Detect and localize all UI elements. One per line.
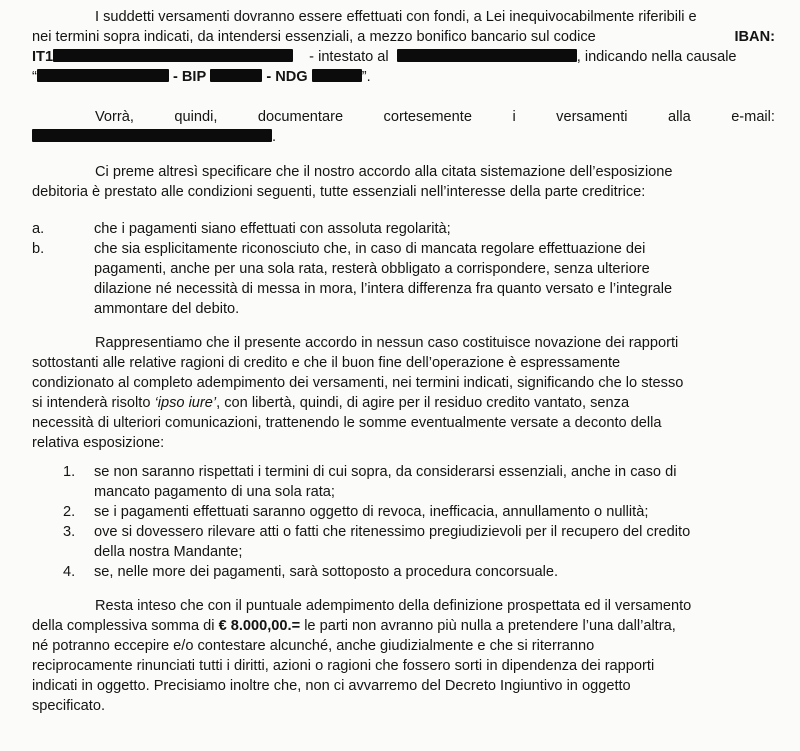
p3-line-2: debitoria è prestato alle condizioni seguenti, tutte essenziali nell’interesse della parte creditrice: bbox=[32, 184, 646, 200]
condition-b-line-1: che sia esplicitamente riconosciuto che, in caso di mancata regolare effettuazione dei bbox=[94, 241, 646, 257]
p1-line-1: I suddetti versamenti dovranno essere effettuati con fondi, a Lei inequivocabilmente riferibili e bbox=[95, 9, 697, 25]
p2-period: . bbox=[272, 129, 277, 145]
ndg-label: - NDG bbox=[266, 69, 308, 85]
iban-prefix: IT1 bbox=[32, 49, 54, 65]
condition-a-label: a. bbox=[32, 221, 45, 237]
p4-line-4-a: si intenderà risolto bbox=[32, 395, 151, 411]
redacted-iban bbox=[53, 49, 293, 62]
p5-line-2 bbox=[32, 616, 676, 636]
p2-word: documentare bbox=[257, 109, 344, 125]
p4-line-3: condizionato al completo adempimento dei versamenti, nei termini indicati, significando che lo stesso bbox=[32, 375, 684, 391]
item-1-line-1: se non saranno rispettati i termini di cui sopra, da considerarsi essenziali, anche in caso di bbox=[94, 464, 677, 480]
item-2-number: 2. bbox=[63, 504, 76, 520]
p2-word: i bbox=[512, 109, 516, 125]
p5-line-1: Resta inteso che con il puntuale adempimento della definizione prospettata ed il versamento bbox=[95, 598, 692, 614]
p1-line-3 bbox=[32, 47, 775, 67]
bip-label: - BIP bbox=[172, 69, 207, 85]
item-3-line-1: ove si dovessero rilevare atti o fatti che ritenessimo pregiudizievoli per il recupero del credito bbox=[94, 524, 691, 540]
p2-line-2 bbox=[32, 127, 276, 147]
condition-b-line-4: ammontare del debito. bbox=[94, 301, 240, 317]
p2-word: e-mail: bbox=[731, 109, 775, 125]
p5-line-2-a: della complessiva somma di bbox=[32, 618, 215, 634]
p5-line-4: reciprocamente rinunciati tutti i diritti, azioni o ragioni che fossero sorti in dipendenza dei rapporti bbox=[32, 658, 655, 674]
condition-b-line-2: pagamenti, anche per una sola rata, resterà obbligato a corrispondere, senza ulteriore bbox=[94, 261, 650, 277]
p4-line-1: Rappresentiamo che il presente accordo in nessun caso costituisce novazione dei rapporti bbox=[95, 335, 679, 351]
p5-line-2-b: le parti non avranno più nulla a pretendere l’una dall’altra, bbox=[304, 618, 676, 634]
p1-line-2 bbox=[32, 27, 775, 47]
item-2-line-1: se i pagamenti effettuati saranno oggetto di revoca, inefficacia, annullamento o nullità; bbox=[94, 504, 649, 520]
p1-line-2-text: nei termini sopra indicati, da intendersi essenziali, a mezzo bonifico bancario sul codice bbox=[32, 29, 596, 45]
item-3-number: 3. bbox=[63, 524, 76, 540]
redacted-causale bbox=[37, 69, 169, 82]
iban-label: IBAN: bbox=[734, 29, 775, 45]
p2-line-1 bbox=[95, 107, 775, 127]
redacted-holder bbox=[397, 49, 577, 62]
p3-line-1: Ci preme altresì specificare che il nostro accordo alla citata sistemazione dell’esposizione bbox=[95, 164, 673, 180]
p4-line-5: necessità di ulteriori comunicazioni, trattenendo le somme eventualmente versate a deconto della bbox=[32, 415, 662, 431]
p2-word: quindi, bbox=[174, 109, 218, 125]
p4-line-4-b: , con libertà, quindi, di agire per il residuo credito vantato, senza bbox=[216, 395, 630, 411]
p2-word: versamenti bbox=[556, 109, 628, 125]
redacted-ndg bbox=[312, 69, 362, 82]
p4-line-2: sottostanti alle relative ragioni di credito e che il buon fine dell’operazione è espressamente bbox=[32, 355, 621, 371]
condition-b-line-3: dilazione né necessità di messa in mora, l’intera differenza fra quanto versato e l’integrale bbox=[94, 281, 673, 297]
p4-line-4 bbox=[32, 393, 629, 413]
close-quote: ”. bbox=[361, 69, 371, 85]
p4-line-6: relativa esposizione: bbox=[32, 435, 165, 451]
item-4-line-1: se, nelle more dei pagamenti, sarà sottoposto a procedura concorsuale. bbox=[94, 564, 559, 580]
condition-b-label: b. bbox=[32, 241, 45, 257]
p2-word: Vorrà, bbox=[95, 109, 134, 125]
p1-line-4 bbox=[32, 67, 371, 87]
ipso-iure: ‘ipso iure’ bbox=[154, 395, 217, 411]
p5-line-3: né potranno eccepire e/o contestare alcunché, anche giudizialmente e che si riterranno bbox=[32, 638, 595, 654]
p5-line-5: indicati in oggetto. Precisiamo inoltre che, non ci avvarremo del Decreto Ingiuntivo in oggetto bbox=[32, 678, 631, 694]
amount: € 8.000,00.= bbox=[218, 618, 301, 634]
redacted-bip bbox=[210, 69, 262, 82]
causale-text: , indicando nella causale bbox=[576, 49, 737, 65]
p2-word: cortesemente bbox=[383, 109, 472, 125]
p2-word: alla bbox=[668, 109, 691, 125]
open-quote: “ bbox=[32, 69, 37, 85]
item-3-line-2: della nostra Mandante; bbox=[94, 544, 243, 560]
item-4-number: 4. bbox=[63, 564, 76, 580]
item-1-line-2: mancato pagamento di una sola rata; bbox=[94, 484, 335, 500]
condition-a-text: che i pagamenti siano effettuati con assoluta regolarità; bbox=[94, 221, 451, 237]
p5-line-6: specificato. bbox=[32, 698, 106, 714]
intestato-text: - intestato al bbox=[309, 49, 389, 65]
item-1-number: 1. bbox=[63, 464, 76, 480]
redacted-email bbox=[32, 129, 272, 142]
